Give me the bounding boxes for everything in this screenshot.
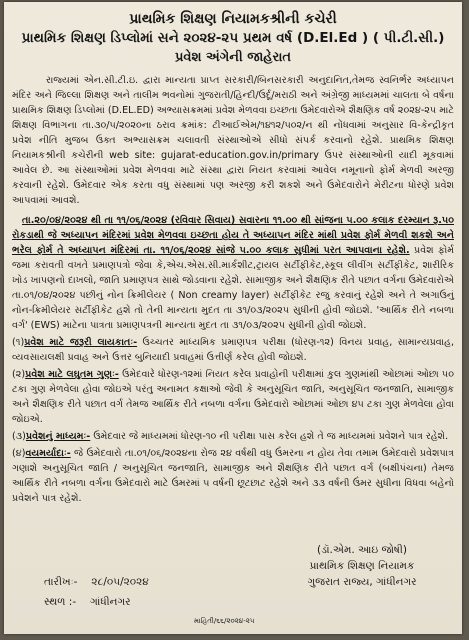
- signatory-authority: ગુજરાત રાજ્ય, ગાંધીનગર: [307, 576, 417, 588]
- schedule-highlight: તા.૨૦/૦૪/૨૦૨૪ થી તા ૧૧/૦૬/૨૦૨૪ (રવિવાર સિવાય) સવારના ૧૧.૦૦ થી સાંજના ૫.૦૦ કલાક દરમ્યાન રૂ.૫૦ રોકડાથી જે અધ્યાપન મંદિરમાં પ્રવેશ મેળવવા ઇચ્છતા હોય તે અધ્યાપન મંદિર માંથી પ્રવેશ ફોર્મ મેળવી શકશે અને ભરેલ ફોર્મ તે અધ્યાપન મંદિરમાં તા. ૧૧/૦૬/૨૦૨૪ સાંજે ૫.૦૦ કલાક સુધીમાં પરત આપવાના રહેશે.: [12, 215, 454, 256]
- notice-footer: [4, 542, 462, 632]
- item-text: ઉચ્ચતર માધ્યમિક પ્રમાણપત્ર પરીક્ષા (ધોરણ-૧૨) વિનય પ્રવાહ, સામાન્યપ્રવાહ, વ્યવસાયલક્ષી પ્રવાહ અને ઉત્તર બુનિયાદી પ્રવાહમાં ઉત્તીર્ણ કરેલ હોવી જોઇશે.: [12, 337, 454, 363]
- item-text: ઉમેદવાર જે માધ્યમમાં ધોરણ-૧૦ ની પરીક્ષા પાસ કરેલ હશે તે જ માધ્યમમાં પ્રવેશને પાત્ર રહેશે.: [90, 431, 449, 442]
- date-value: ૨૮/૦૫/૨૦૨૪: [91, 576, 149, 588]
- item-key: વયમર્યાદાઃ-: [25, 448, 71, 459]
- criteria-item: [12, 367, 454, 427]
- info-code: માહિતી/૬૬/૨૦૨૪-૨૫: [194, 617, 255, 625]
- item-text: જે ઉમેદવારો તા.૦૧/૦૬/૨૦૨૪ના રોજ ૨૪ વર્ષથી વધુ ઉંમરના ન હોય તેવા તમામ ઉમેદવારો પ્રવેશપાત્ર ગણાશે અનુસૂચિત જાતિ / અનુસૂચિત જનજાતિ, સામાજીક અને શૈક્ષણિક રીતે પછાત વર્ગ (બક્ષીપંચના) તેમજ આર્થિક રીતે નબળા વર્ગના ઉમેદવારો માટે ઉંમરમાં ૫ વર્ષની છૂટછાટ રહેશે અને ૩૩ વર્ષની ઉંમર સુધીના વિધવા બહેનો પ્રવેશને પાત્ર રહેશે.: [12, 448, 454, 504]
- place-line: [44, 592, 149, 612]
- date-label: તારીખઃ-: [44, 576, 78, 588]
- place-value: ગાંધીનગર: [90, 596, 131, 608]
- place-label: સ્થળ :-: [44, 596, 77, 608]
- advertisement-paper: [4, 2, 462, 634]
- signature-block: [262, 542, 462, 590]
- item-text: ઉમેદવારે ધોરણ-૧૨માં નિયત કરેલ પ્રવાહોની પરીક્ષામાં કુલ ગુણમાંથી ઓછામાં ઓછા ૫૦ ટકા ગુણ મેળવેલા હોવા જોઇએ પરંતુ અનામત કક્ષાઓ જેવી કે અનુસૂચિત જાતિ, અનુસૂચિત જનજાતિ, સામાજીક અને શૈક્ષણિક રીતે પછાત વર્ગ તેમજ આર્થિક રીતે નબળા વર્ગના ઉમેદવારો ઓછામાં ઓછા ૪૫ ટકા ગુણ મેળવેલા હોવા જોઇએ.: [12, 369, 454, 425]
- date-line: [44, 572, 149, 592]
- criteria-item: [12, 446, 454, 506]
- course-title: પ્રાથમિક શિક્ષણ ડિપ્લોમાં સને ૨૦૨૪-૨૫ પ્રથમ વર્ષ (D.El.Ed ) ( પી.ટી.સી.): [21, 30, 445, 46]
- item-key: પ્રવેશ માટે લઘુતમ ગુણઃ-: [25, 369, 119, 380]
- item-number: (૩): [12, 431, 26, 442]
- criteria-item: [12, 335, 454, 365]
- item-number: (૪): [12, 448, 26, 459]
- item-key: પ્રવેશનું માધ્યમઃ-: [25, 431, 91, 442]
- intro-paragraph: રાજ્યમાં એન.સી.ટી.ઇ. દ્વારા માન્યતા પ્રાપ્ત સરકારી/બિનસરકારી અનુદાનિત,તેમજ સ્વનિર્ભર અધ્યાપન મંદિર અને જિલ્લા શિક્ષણ અને તાલીમ ભવનોમાં ગુજરાતી/હિન્દી/ઉર્દૂ/મરાઠી અને અંગ્રેજી માધ્યમમાં ચાલતા બે વર્ષના પ્રાથમિક શિક્ષણ ડિપ્લોમાં (D.EL.ED) અભ્યાસક્રમમાં પ્રવેશ મેળવવા ઇચ્છતા ઉમેદવારોએ શૈક્ષણિક વર્ષ ૨૦૨૪-૨૫ માટે શિક્ષણ વિભાગના તા.૩૦/૫/૨૦૨૦ના ઠરાવ ક્રમાંક: ટીઆઈએમ/૧૪૧૨/૫૦૨/ન થી નોંધવામાં અનુસાર વિ-કેન્દ્રીકૃત પ્રવેશ નીતિ મુજબ ઉક્ત અભ્યાસક્રમ ચલાવતી સંસ્થાઓએ સીધો સંપર્ક કરવાનો રહેશે. પ્રાથમિક શિક્ષણ નિયામકશ્રીની કચેરીની web site: gujarat-education.gov.in/primary ઉપર સંસ્થાઓની યાદી મૂકવામાં આવેલ છે. આ સંસ્થાઓમાં પ્રવેશ મેળવવા માટે સંસ્થા દ્વારા નિયત કરવામાં આવેલ નમૂનાનો ફોર્મ મેળવી અરજી કરવાની રહેશે. ઉમેદવાર એક કરતા વધુ સંસ્થામાં પણ અરજી કરી શકશે અને ઉમેદવારોને મેરીટના ધોરણે પ્રવેશ આપવામાં આવશે.: [12, 75, 454, 206]
- notice-subject: પ્રવેશ અંગેની જાહેરાત: [174, 50, 292, 65]
- date-place-block: [44, 572, 149, 612]
- documents-text: પ્રવેશ ફોર્મ જમા કરાવતી વખતે પ્રમાણપત્રો જેવા કે,એચ.એસ.સી.માર્કશીટ,ટ્રાયલ સર્ટીફીકેટ,સ્કૂલ લીવીંગ સર્ટીફીકેટ, શારીરિક ખોડ ખાપણનો દાખલો, જાતિ પ્રમાણપત્ર સાથે જોડવાના રહેશે. સામાજીક અને શૈક્ષણિક રીતે પછાત વર્ગના ઉમેદવારોએ તા.૦૧/૦૪/૨૦૨૪ પછીનું નોન ક્રિમીલેયર ( Non creamy layer) સર્ટીફીકેટ રજુ કરવાનું રહેશે અને તે અગાઉનું નોન-ક્રિમીલેયર સર્ટીફીકેટ હશે તો તેની માન્યતા મુદત તા ૩૧/૦૩/૨૦૨૫ સુધીની હોવી જોઇશે. 'આર્થિક રીતે નબળા વર્ગ' (EWS) માટેના પાત્રતા પ્રમાણપત્રની માન્યતા મુદત તા ૩૧/૦૩/૨૦૨૫ સુધીની હોવી જોઇશે.: [12, 245, 454, 331]
- signatory-name: (ડૉ.એમ. આઇ જોષી): [316, 544, 408, 556]
- signatory-designation: પ્રાથમિક શિક્ષણ નિયામક: [309, 560, 415, 572]
- notice-body: [4, 67, 462, 506]
- criteria-item: [12, 429, 454, 444]
- item-number: (૧): [12, 337, 25, 348]
- office-title: પ્રાથમિક શિક્ષણ નિયામકશ્રીની કચેરી: [129, 11, 337, 27]
- item-number: (૨): [12, 369, 26, 380]
- schedule-paragraph: [12, 213, 454, 333]
- item-key: પ્રવેશ માટે જરૂરી લાયકાતઃ-: [24, 337, 138, 348]
